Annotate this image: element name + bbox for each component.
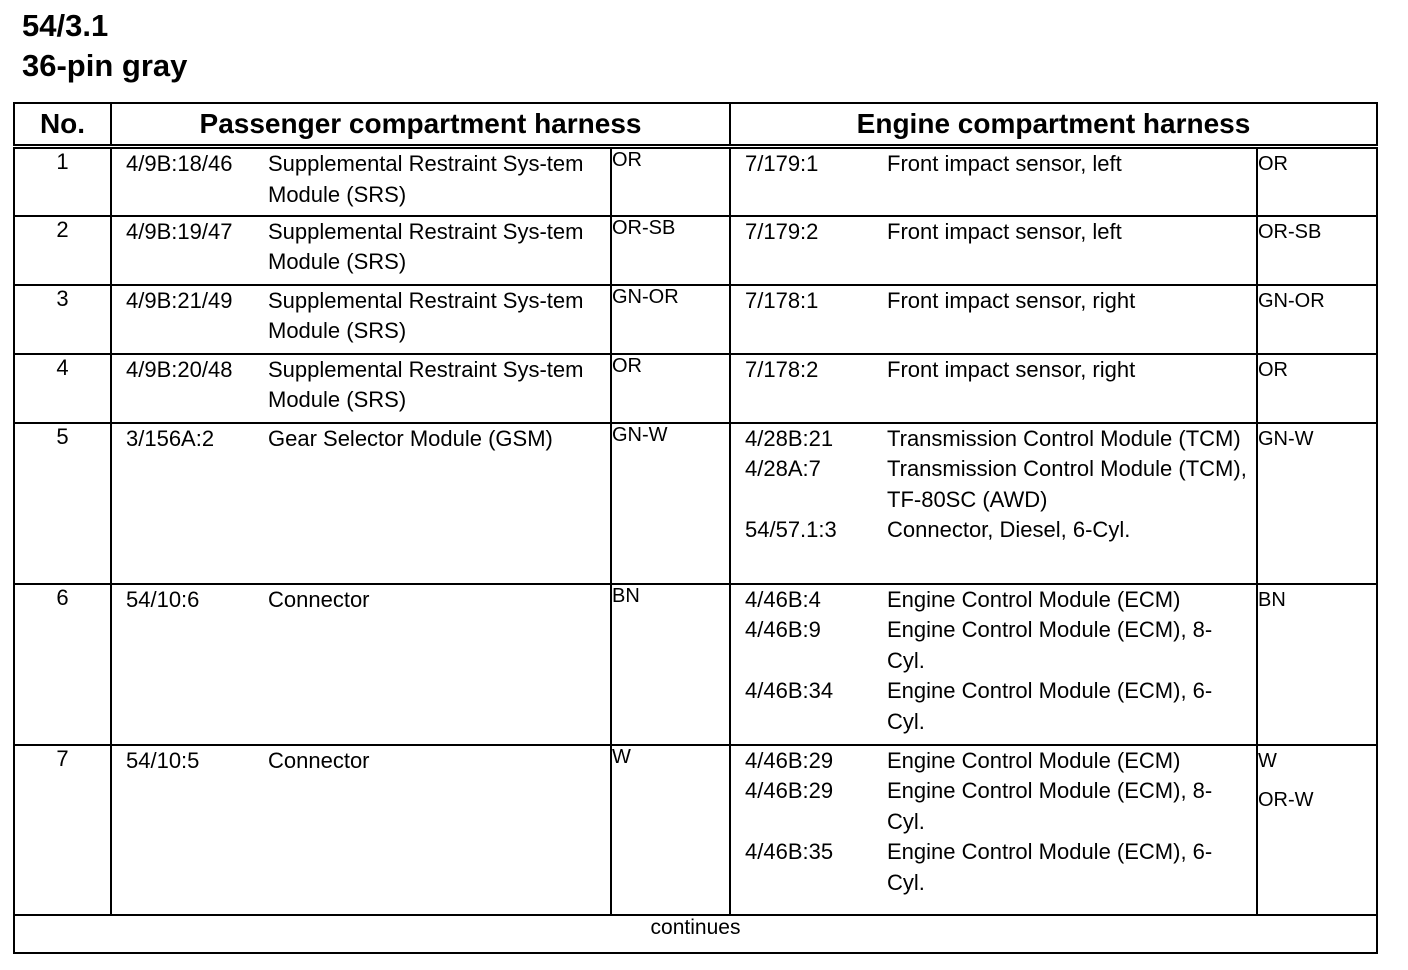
passenger-description: Supplemental Restraint Sys-tem Module (SRS) bbox=[268, 287, 584, 343]
engine-wire-color: W bbox=[1258, 749, 1277, 772]
engine-description: Front impact sensor, right bbox=[887, 287, 1136, 313]
pin-number: 4 bbox=[14, 354, 111, 423]
engine-description: Front impact sensor, left bbox=[887, 151, 1122, 176]
passenger-entry bbox=[112, 217, 610, 278]
passenger-description: Connector bbox=[268, 747, 370, 773]
engine-code: 4/46B:4 bbox=[745, 586, 821, 612]
passenger-description: Gear Selector Module (GSM) bbox=[268, 425, 553, 451]
engine-code: 4/46B:35 bbox=[745, 839, 834, 864]
engine-cell bbox=[730, 285, 1257, 354]
passenger-code: 4/9B:20/48 bbox=[126, 356, 233, 382]
passenger-description: Supplemental Restraint Sys-tem Module (SRS) bbox=[268, 218, 584, 274]
engine-wire-color: GN-W bbox=[1258, 427, 1314, 450]
engine-description: Engine Control Module (ECM), 6-Cyl. bbox=[887, 678, 1213, 734]
passenger-wire-color: OR-SB bbox=[611, 216, 730, 285]
passenger-cell bbox=[111, 584, 611, 745]
pin-number: 3 bbox=[14, 285, 111, 354]
engine-code: 7/178:2 bbox=[745, 356, 819, 382]
pin-number: 1 bbox=[14, 147, 111, 216]
engine-wire-color: OR bbox=[1258, 358, 1288, 381]
footer-row bbox=[14, 915, 1377, 953]
engine-code: 4/28B:21 bbox=[745, 425, 834, 451]
engine-entry bbox=[731, 515, 1256, 546]
pin-number: 2 bbox=[14, 216, 111, 285]
engine-wire-color-cell bbox=[1257, 354, 1377, 423]
engine-code: 4/46B:29 bbox=[745, 778, 834, 803]
passenger-wire-color: GN-W bbox=[611, 423, 730, 584]
passenger-wire-color: OR bbox=[611, 354, 730, 423]
passenger-cell bbox=[111, 216, 611, 285]
engine-entry bbox=[731, 615, 1256, 676]
engine-description: Connector, Diesel, 6-Cyl. bbox=[887, 517, 1131, 542]
table-row bbox=[14, 423, 1377, 584]
engine-description: Front impact sensor, left bbox=[887, 218, 1122, 244]
column-header-engine: Engine compartment harness bbox=[730, 103, 1377, 147]
engine-description: Engine Control Module (ECM), 8-Cyl. bbox=[887, 778, 1213, 834]
pin-table bbox=[13, 102, 1378, 954]
passenger-entry bbox=[112, 424, 610, 455]
connector-id: 54/3.1 bbox=[22, 8, 109, 43]
table-body bbox=[14, 147, 1377, 915]
engine-wire-color: BN bbox=[1258, 588, 1286, 611]
engine-code: 7/179:1 bbox=[745, 151, 819, 176]
passenger-wire-color: W bbox=[611, 745, 730, 915]
connector-description: 36-pin gray bbox=[22, 48, 188, 83]
pin-number: 5 bbox=[14, 423, 111, 584]
engine-cell bbox=[730, 745, 1257, 915]
engine-code: 4/28A:7 bbox=[745, 456, 821, 481]
table-header-row bbox=[14, 103, 1377, 147]
engine-wire-color: OR-SB bbox=[1258, 220, 1322, 243]
engine-entry bbox=[731, 776, 1256, 837]
engine-description: Transmission Control Module (TCM) bbox=[887, 425, 1241, 451]
engine-cell bbox=[730, 147, 1257, 216]
engine-entry bbox=[731, 286, 1256, 317]
engine-entry bbox=[731, 217, 1256, 248]
table-row bbox=[14, 147, 1377, 216]
engine-wire-color: GN-OR bbox=[1258, 289, 1325, 312]
passenger-code: 4/9B:21/49 bbox=[126, 287, 233, 313]
engine-cell bbox=[730, 584, 1257, 745]
engine-cell bbox=[730, 216, 1257, 285]
passenger-entry bbox=[112, 286, 610, 347]
passenger-code: 4/9B:18/46 bbox=[126, 151, 233, 176]
engine-cell bbox=[730, 354, 1257, 423]
engine-code: 4/46B:29 bbox=[745, 747, 834, 773]
table-row bbox=[14, 285, 1377, 354]
passenger-code: 54/10:6 bbox=[126, 586, 200, 612]
column-header-no: No. bbox=[14, 103, 111, 147]
table-row bbox=[14, 745, 1377, 915]
engine-description: Engine Control Module (ECM) bbox=[887, 586, 1181, 612]
engine-code: 4/46B:34 bbox=[745, 678, 834, 703]
engine-wire-color-cell bbox=[1257, 423, 1377, 584]
passenger-description: Connector bbox=[268, 586, 370, 612]
pin-number: 6 bbox=[14, 584, 111, 745]
engine-wire-color-cell bbox=[1257, 285, 1377, 354]
document-header bbox=[22, 6, 187, 86]
engine-description: Engine Control Module (ECM) bbox=[887, 747, 1181, 773]
engine-code: 7/178:1 bbox=[745, 287, 819, 313]
passenger-entry bbox=[112, 746, 610, 777]
engine-entry bbox=[731, 585, 1256, 616]
passenger-entry bbox=[112, 585, 610, 616]
passenger-code: 4/9B:19/47 bbox=[126, 218, 233, 244]
engine-description: Front impact sensor, right bbox=[887, 356, 1136, 382]
engine-wire-color-cell bbox=[1257, 584, 1377, 745]
engine-wire-color: OR-W bbox=[1258, 788, 1314, 811]
passenger-wire-color: OR bbox=[611, 147, 730, 216]
passenger-description: Supplemental Restraint Sys-tem Module (SRS) bbox=[268, 356, 584, 412]
engine-wire-color-cell bbox=[1257, 147, 1377, 216]
passenger-cell bbox=[111, 354, 611, 423]
engine-entry bbox=[731, 424, 1256, 455]
engine-entry bbox=[731, 676, 1256, 737]
continues-note: continues bbox=[14, 915, 1377, 953]
column-header-passenger: Passenger compartment harness bbox=[111, 103, 730, 147]
engine-wire-color-cell bbox=[1257, 216, 1377, 285]
table-row bbox=[14, 216, 1377, 285]
table-row bbox=[14, 584, 1377, 745]
passenger-cell bbox=[111, 285, 611, 354]
passenger-description: Supplemental Restraint Sys-tem Module (SRS) bbox=[268, 151, 584, 207]
passenger-wire-color: BN bbox=[611, 584, 730, 745]
engine-code: 54/57.1:3 bbox=[745, 517, 837, 542]
engine-code: 4/46B:9 bbox=[745, 617, 821, 642]
engine-entry bbox=[731, 149, 1256, 180]
engine-description: Transmission Control Module (TCM), TF-80SC (AWD) bbox=[887, 456, 1247, 512]
engine-description: Engine Control Module (ECM), 6-Cyl. bbox=[887, 839, 1213, 895]
engine-wire-color-cell bbox=[1257, 745, 1377, 915]
engine-code: 7/179:2 bbox=[745, 218, 819, 244]
passenger-cell bbox=[111, 147, 611, 216]
passenger-code: 3/156A:2 bbox=[126, 425, 215, 451]
passenger-code: 54/10:5 bbox=[126, 747, 200, 773]
passenger-cell bbox=[111, 423, 611, 584]
passenger-cell bbox=[111, 745, 611, 915]
engine-entry bbox=[731, 837, 1256, 898]
engine-cell bbox=[730, 423, 1257, 584]
engine-entry bbox=[731, 355, 1256, 386]
table-row bbox=[14, 354, 1377, 423]
passenger-entry bbox=[112, 149, 610, 210]
pin-number: 7 bbox=[14, 745, 111, 915]
engine-entry bbox=[731, 454, 1256, 515]
engine-description: Engine Control Module (ECM), 8-Cyl. bbox=[887, 617, 1213, 673]
passenger-entry bbox=[112, 355, 610, 416]
passenger-wire-color: GN-OR bbox=[611, 285, 730, 354]
engine-entry bbox=[731, 746, 1256, 777]
engine-wire-color: OR bbox=[1258, 153, 1288, 175]
